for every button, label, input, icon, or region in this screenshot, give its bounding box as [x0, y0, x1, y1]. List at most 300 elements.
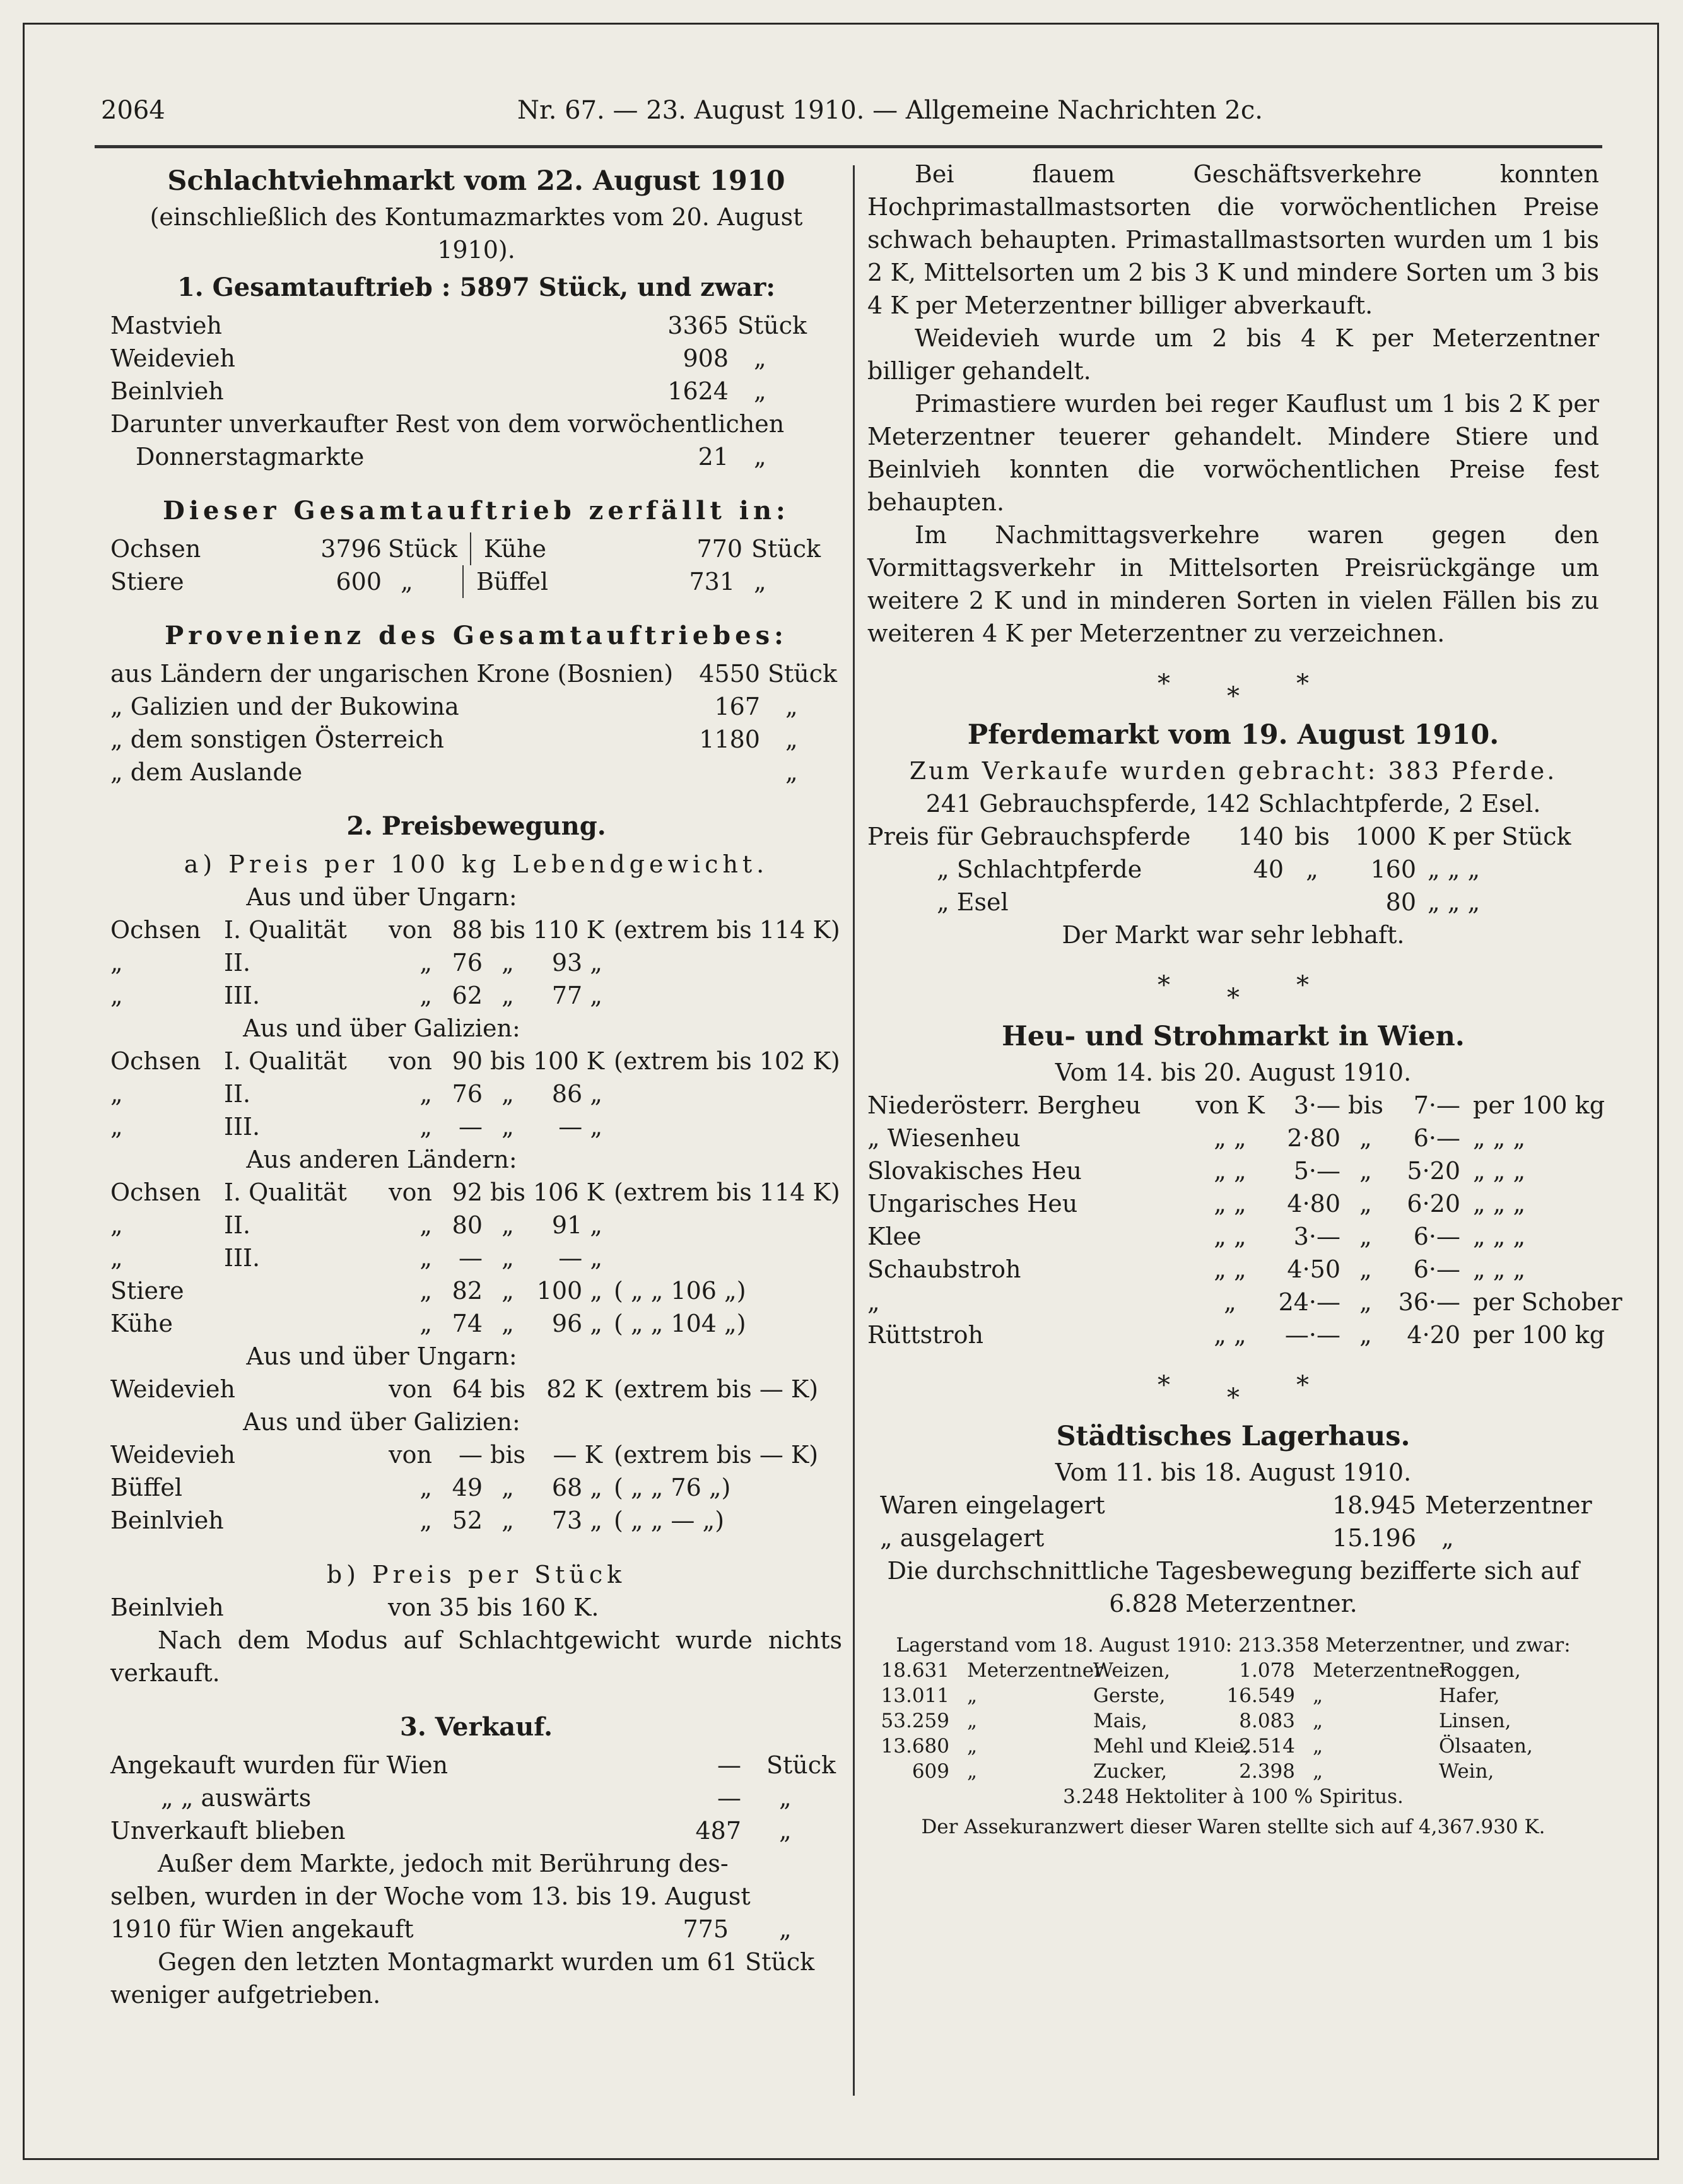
item-label: „ Galizien und der Bukowina — [110, 693, 459, 720]
ungarn-price-table — [110, 913, 842, 1012]
table-cell: 13.011 — [881, 1684, 949, 1707]
table-cell: 5·20 — [1407, 1157, 1460, 1185]
table-cell: „ — [110, 1211, 123, 1239]
weide-ungarn-heading: Aus und über Ungarn: — [246, 1342, 517, 1370]
table-cell: 3·— — [1293, 1091, 1340, 1119]
table-cell: Büffel — [110, 1474, 183, 1501]
table-cell: von K — [1195, 1091, 1265, 1119]
table-cell: (extrem bis — K) — [614, 1375, 819, 1403]
table-cell: K per Stück — [1428, 823, 1571, 850]
galizien-price-table — [110, 1045, 842, 1143]
table-cell: „ — [501, 949, 514, 977]
table-cell: 6·20 — [1407, 1190, 1460, 1218]
table-cell: 40 — [1253, 855, 1284, 883]
item-label: Unverkauft blieben — [110, 1817, 346, 1845]
tagesbewegung-line: 6.828 Meterzentner. — [1109, 1590, 1358, 1617]
item-value: 15.196 — [1332, 1524, 1416, 1552]
table-cell: 88 — [452, 916, 483, 944]
table-row — [867, 853, 1599, 886]
table-cell: 3·— — [1293, 1223, 1340, 1250]
table-cell: 49 — [452, 1474, 483, 1501]
table-cell: bis — [490, 916, 525, 944]
section-divider-stars: * * * — [1158, 669, 1309, 711]
item-label: 1910 für Wien angekauft — [110, 1915, 414, 1943]
item-value: 18.945 — [1332, 1491, 1416, 1519]
table-cell: II. — [224, 949, 251, 977]
item-unit: „ — [1441, 1524, 1454, 1552]
table-cell: „ — [501, 1244, 514, 1272]
market-report-paragraph: Primastiere wurden bei reger Kauflust um 1 bis 2 K per Meterzentner teuerer gehandelt. Mindere Stiere und Beinlvieh konnten die vorwöchentlichen Preise fest behaupten. — [867, 390, 1599, 516]
table-cell: „ „ — [1214, 1255, 1246, 1283]
table-cell: „ „ — [1214, 1190, 1246, 1218]
table-cell: von — [389, 916, 432, 944]
table-cell: 4·80 — [1287, 1190, 1340, 1218]
table-row — [110, 1373, 842, 1406]
pferdemarkt-title: Pferdemarkt vom 19. August 1910. — [967, 719, 1499, 751]
table-cell: III. — [224, 1113, 261, 1141]
table-row — [110, 1110, 842, 1143]
table-cell: 110 K — [533, 916, 604, 944]
table-cell: — — [459, 1441, 483, 1469]
table-cell: „ — [110, 1113, 123, 1141]
item-value: 3365 — [667, 312, 729, 339]
table-cell: Niederösterr. Bergheu — [867, 1091, 1141, 1119]
item-unit: „ — [754, 344, 766, 372]
item-unit: Stück — [766, 1751, 836, 1779]
list-item — [110, 375, 842, 408]
table-cell: Weidevieh — [110, 1441, 235, 1469]
table-cell: „ — [419, 1474, 432, 1501]
table-cell: 6·— — [1413, 1255, 1460, 1283]
table-cell: 77 „ — [551, 982, 602, 1009]
lagerhaus-subtitle: Vom 11. bis 18. August 1910. — [1055, 1459, 1412, 1486]
verkauf-list — [110, 1749, 842, 1847]
table-row — [867, 886, 1599, 919]
table-cell: „ — [110, 1080, 123, 1108]
table-cell: 82 K — [546, 1375, 602, 1403]
preisbewegung-title: 2. Preisbewegung. — [346, 811, 606, 841]
preis-stueck-title: b) Preis per Stück — [326, 1561, 626, 1588]
lagerstand-line: Lagerstand vom 18. August 1910: 213.358 Meterzentner, und zwar: — [896, 1634, 1571, 1657]
table-cell: „ — [501, 1277, 514, 1305]
table-cell: Ochsen — [110, 1178, 201, 1206]
table-cell: Mehl und Kleie, — [1093, 1735, 1250, 1758]
running-title: Nr. 67. — 23. August 1910. — Allgemeine Nachrichten 2c. — [517, 96, 1263, 125]
cell: Büffel — [476, 568, 549, 596]
pferde-price-table — [867, 820, 1599, 919]
table-cell: „ — [967, 1760, 978, 1783]
cell: 3796 — [320, 535, 382, 563]
table-cell: — — [459, 1113, 483, 1141]
table-cell: „ — [419, 1244, 432, 1272]
table-cell: bis — [1294, 823, 1330, 850]
table-cell: 76 — [452, 949, 483, 977]
item-value: 1624 — [667, 377, 729, 405]
table-cell: 2.514 — [1239, 1735, 1295, 1758]
table-cell: 62 — [452, 982, 483, 1009]
table-cell: II. — [224, 1211, 251, 1239]
table-cell: 73 „ — [551, 1506, 602, 1534]
table-cell: 91 „ — [551, 1211, 602, 1239]
item-value: — — [717, 1784, 741, 1812]
table-row — [110, 1242, 842, 1274]
item-label: „ „ auswärts — [161, 1784, 312, 1812]
weide-galizien-price-table — [110, 1438, 842, 1537]
table-row — [110, 1274, 842, 1307]
table-cell: 16.549 — [1226, 1684, 1295, 1707]
item-unit: „ — [754, 443, 766, 471]
table-cell: Ochsen — [110, 1047, 201, 1075]
lagerstand-table — [880, 1658, 1599, 1784]
table-cell: 100 K — [533, 1047, 604, 1075]
table-cell: „ — [1313, 1760, 1323, 1783]
table-cell: per Schober — [1473, 1288, 1622, 1316]
item-unit: „ — [779, 1915, 792, 1943]
table-cell: 76 — [452, 1080, 483, 1108]
list-item — [110, 342, 842, 375]
table-row — [880, 1734, 1599, 1759]
list-item — [110, 1782, 842, 1814]
table-cell: 92 — [452, 1178, 483, 1206]
market-report-paragraph: Weidevieh wurde um 2 bis 4 K per Meterzentner billiger gehandelt. — [867, 324, 1599, 385]
item-unit: Meterzentner — [1425, 1491, 1592, 1519]
item-label: „ dem Auslande — [110, 758, 303, 786]
table-row — [880, 1759, 1599, 1784]
table-cell: von — [389, 1178, 432, 1206]
table-cell: bis — [1348, 1091, 1383, 1119]
table-cell: 96 „ — [551, 1310, 602, 1337]
table-row — [110, 1307, 842, 1340]
table-cell: III. — [224, 982, 261, 1009]
table-cell: III. — [224, 1244, 261, 1272]
table-cell: Ölsaaten, — [1439, 1735, 1533, 1758]
zerfaellt-title: Dieser Gesamtauftrieb zerfällt in: — [163, 496, 790, 525]
preis-100kg-title: a) Preis per 100 kg Lebendgewicht. — [184, 850, 769, 878]
zerfaellt-table — [110, 532, 842, 598]
table-cell: (extrem bis — K) — [614, 1441, 819, 1469]
cell: Kühe — [484, 535, 546, 563]
table-cell: „ — [501, 982, 514, 1009]
table-cell: Klee — [867, 1223, 922, 1250]
table-cell: 4·20 — [1407, 1321, 1460, 1349]
table-cell: 53.259 — [881, 1710, 949, 1732]
list-item — [110, 1749, 842, 1782]
table-cell: „ — [1313, 1735, 1323, 1758]
assekuranz-line: Der Assekuranzwert dieser Waren stellte sich auf 4,367.930 K. — [921, 1816, 1545, 1838]
table-cell: Ungarisches Heu — [867, 1190, 1078, 1218]
table-cell: „ — [419, 1113, 432, 1141]
pferdemarkt-note: Der Markt war sehr lebhaft. — [1062, 921, 1405, 949]
list-item — [867, 1489, 1599, 1522]
table-cell: Linsen, — [1439, 1710, 1511, 1732]
item-unit: „ — [785, 725, 798, 753]
table-row — [867, 1122, 1599, 1154]
table-cell: „ — [1359, 1124, 1372, 1152]
item-label: Angekauft wurden für Wien — [110, 1751, 449, 1779]
table-cell: (extrem bis 114 K) — [614, 1178, 840, 1206]
table-cell: Wein, — [1439, 1760, 1494, 1783]
table-cell: 1000 — [1355, 823, 1416, 850]
cell: „ — [382, 565, 464, 598]
table-cell: Slovakisches Heu — [867, 1157, 1082, 1185]
table-cell: Roggen, — [1439, 1659, 1521, 1682]
table-cell: „ — [501, 1474, 514, 1501]
table-cell: 68 „ — [551, 1474, 602, 1501]
table-cell: „ „ „ — [1473, 1223, 1526, 1250]
table-cell: 7·— — [1413, 1091, 1460, 1119]
table-cell: 100 „ — [536, 1277, 602, 1305]
list-item — [110, 657, 842, 690]
table-row — [110, 1438, 842, 1471]
list-item — [110, 723, 842, 756]
table-cell: „ „ — [1214, 1157, 1246, 1185]
table-cell: Ochsen — [110, 916, 201, 944]
rest-line: Darunter unverkaufter Rest von dem vorwöchentlichen — [110, 410, 785, 438]
list-item — [867, 1522, 1599, 1554]
cell: 770 — [696, 535, 742, 563]
item-value: 908 — [683, 344, 729, 372]
item-unit: „ — [779, 1784, 792, 1812]
table-cell: 24·— — [1278, 1288, 1340, 1316]
table-cell: „ — [1224, 1288, 1236, 1316]
list-item — [110, 690, 842, 723]
table-cell: per 100 kg — [1473, 1091, 1605, 1119]
item-unit: Stück — [768, 660, 838, 688]
table-cell: „ — [1359, 1190, 1372, 1218]
heu-price-table — [867, 1089, 1622, 1351]
header-rule — [95, 145, 1602, 148]
table-cell: — K — [553, 1441, 602, 1469]
cell: „ — [754, 568, 766, 596]
table-cell: „ — [419, 1310, 432, 1337]
table-cell: „ — [501, 1506, 514, 1534]
cell: Stück — [751, 535, 821, 563]
table-cell: 52 — [452, 1506, 483, 1534]
table-row — [880, 1708, 1599, 1734]
table-cell: „ „ „ — [1473, 1124, 1526, 1152]
table-cell: „ — [967, 1684, 978, 1707]
table-cell: 74 — [452, 1310, 483, 1337]
item-unit: „ — [754, 377, 766, 405]
left-column — [110, 158, 842, 2011]
table-cell: „ „ „ — [1428, 855, 1481, 883]
gesamtauftrieb-title: 1. Gesamtauftrieb : 5897 Stück, und zwar: — [177, 273, 776, 302]
table-cell: bis — [490, 1047, 525, 1075]
item-label: „ ausgelagert — [880, 1524, 1045, 1552]
item-unit: Stück — [737, 312, 807, 339]
item-value: 21 — [698, 443, 729, 471]
table-cell: 86 „ — [551, 1080, 602, 1108]
gegen-line: Gegen den letzten Montagmarkt wurden um 61 Stück — [158, 1948, 815, 1976]
table-cell: Weidevieh — [110, 1375, 235, 1403]
item-label: Waren eingelagert — [880, 1491, 1105, 1519]
table-cell: „ Schlachtpferde — [937, 855, 1142, 883]
table-row — [110, 1077, 842, 1110]
beinl-price: von 35 bis 160 K. — [388, 1594, 599, 1621]
item-value: 4550 — [699, 660, 760, 688]
item-unit: „ — [779, 1817, 792, 1845]
column-rule — [853, 165, 855, 2096]
table-cell: — „ — [558, 1113, 602, 1141]
table-cell: bis — [490, 1178, 525, 1206]
galizien-heading: Aus und über Galizien: — [243, 1014, 520, 1042]
market-report-paragraph: Bei flauem Geschäftsverkehre konnten Hochprimastallmastsorten die vorwöchentlichen Preise schwach behaupten. Primastallmastsorten wurden um 1 bis 2 K, Mittelsorten um 2 bis 3 K und mindere Sorten um 3 bis 4 K per Meterzentner billiger abverkauft. — [867, 160, 1599, 319]
item-value: 775 — [683, 1915, 729, 1943]
market-report-paragraph: Im Nachmittagsverkehre waren gegen den Vormittagsverkehr in Mittelsorten Preisrückgänge um weitere 2 K und in minderen Sorten in vielen Fällen bis zu weiteren 4 K per Meterzentner zu verzeichnen. — [867, 521, 1599, 647]
spiritus-line: 3.248 Hektoliter à 100 % Spiritus. — [1063, 1785, 1404, 1808]
table-row — [867, 1220, 1599, 1253]
table-row — [867, 820, 1599, 853]
item-value: 487 — [695, 1817, 741, 1845]
table-cell: ( „ „ 106 „) — [614, 1277, 746, 1305]
item-label: Beinlvieh — [110, 377, 224, 405]
table-cell: Schaubstroh — [867, 1255, 1021, 1283]
table-cell: 80 — [1385, 888, 1416, 916]
table-cell: „ — [1359, 1255, 1372, 1283]
table-cell: I. Qualität — [224, 916, 347, 944]
section-divider-stars: * * * — [1158, 1371, 1309, 1412]
table-cell: Zucker, — [1093, 1760, 1168, 1783]
modus-note: Nach dem Modus auf Schlachtgewicht wurde nichts verkauft. — [110, 1626, 842, 1687]
table-row — [110, 1045, 842, 1077]
section-divider-stars: * * * — [1158, 971, 1309, 1013]
pferdemarkt-line: Zum Verkaufe wurden gebracht: 383 Pferde. — [909, 757, 1557, 785]
table-row — [867, 1286, 1622, 1318]
cell: 600 — [336, 568, 382, 596]
tagesbewegung-line: Die durchschnittliche Tagesbewegung bezifferte sich auf — [887, 1557, 1580, 1585]
table-cell: „ — [1359, 1321, 1372, 1349]
pferdemarkt-line: 241 Gebrauchspferde, 142 Schlachtpferde, 2 Esel. — [925, 790, 1541, 818]
list-item — [110, 440, 842, 473]
table-cell: — „ — [558, 1244, 602, 1272]
table-cell: 2·80 — [1287, 1124, 1340, 1152]
table-cell: bis — [490, 1441, 525, 1469]
table-cell: „ „ „ — [1473, 1190, 1526, 1218]
table-cell: „ „ — [1214, 1124, 1246, 1152]
table-cell: „ — [1306, 855, 1318, 883]
table-cell: Rüttstroh — [867, 1321, 983, 1349]
table-row — [110, 1209, 842, 1242]
table-cell: „ — [1313, 1710, 1323, 1732]
table-cell: (extrem bis 102 K) — [614, 1047, 840, 1075]
table-cell: „ — [1313, 1684, 1323, 1707]
table-cell: 82 — [452, 1277, 483, 1305]
weide-ungarn-price-table — [110, 1373, 842, 1406]
table-cell: 18.631 — [881, 1659, 949, 1682]
provenienz-title: Provenienz des Gesamtauftriebes: — [165, 621, 788, 650]
table-cell: ( „ „ 76 „) — [614, 1474, 731, 1501]
table-cell: 93 „ — [551, 949, 602, 977]
table-cell: „ — [1359, 1157, 1372, 1185]
table-cell: 140 — [1238, 823, 1284, 850]
table-row — [880, 1683, 1599, 1708]
table-cell: „ — [419, 1506, 432, 1534]
table-cell: I. Qualität — [224, 1178, 347, 1206]
heu-stroh-subtitle: Vom 14. bis 20. August 1910. — [1055, 1059, 1412, 1086]
table-cell: Hafer, — [1439, 1684, 1500, 1707]
table-cell: II. — [224, 1080, 251, 1108]
table-row — [867, 1253, 1599, 1286]
cell: Stiere — [110, 568, 184, 596]
andere-price-table — [110, 1176, 842, 1340]
ungarn-heading: Aus und über Ungarn: — [246, 883, 517, 911]
auftrieb-list — [110, 309, 842, 473]
table-cell: 609 — [912, 1760, 949, 1783]
table-cell: 80 — [452, 1211, 483, 1239]
list-item — [110, 309, 842, 342]
list-item — [110, 1814, 842, 1847]
table-cell: 90 — [452, 1047, 483, 1075]
table-cell: bis — [490, 1375, 525, 1403]
table-cell: „ — [501, 1113, 514, 1141]
table-cell: „ — [967, 1710, 978, 1732]
table-cell: 13.680 — [881, 1735, 949, 1758]
table-cell: „ — [419, 1080, 432, 1108]
table-cell: „ „ „ — [1428, 888, 1481, 916]
table-row — [867, 1318, 1605, 1351]
table-row — [110, 565, 842, 598]
table-cell: von — [389, 1047, 432, 1075]
table-row — [867, 1089, 1605, 1122]
item-label: Weidevieh — [110, 344, 235, 372]
ausser-line: Außer dem Markte, jedoch mit Berührung des- — [158, 1850, 729, 1877]
schlachtviehmarkt-title: Schlachtviehmarkt vom 22. August 1910 — [167, 165, 785, 197]
item-value: 1180 — [699, 725, 760, 753]
item-value: — — [717, 1751, 741, 1779]
lagerhaus-title: Städtisches Lagerhaus. — [1056, 1421, 1410, 1452]
table-cell: 36·— — [1398, 1288, 1460, 1316]
table-cell: von — [389, 1441, 432, 1469]
item-unit: „ — [785, 758, 798, 786]
table-row — [867, 1187, 1599, 1220]
table-cell: 5·— — [1293, 1157, 1340, 1185]
table-cell: „ — [867, 1288, 880, 1316]
heu-stroh-title: Heu- und Strohmarkt in Wien. — [1002, 1021, 1465, 1052]
list-item — [110, 756, 842, 789]
table-cell: „ — [110, 1244, 123, 1272]
table-cell: (extrem bis 114 K) — [614, 916, 840, 944]
table-cell: 160 — [1370, 855, 1416, 883]
table-cell: Preis : — [867, 823, 945, 850]
right-column — [867, 158, 1622, 1840]
table-cell: „ — [419, 1211, 432, 1239]
table-cell: „ — [501, 1310, 514, 1337]
table-cell: „ — [419, 949, 432, 977]
table-cell: Kühe — [110, 1310, 173, 1337]
cell: Stück — [382, 532, 471, 565]
page-number: 2064 — [101, 96, 165, 125]
table-cell: für Gebrauchspferde — [937, 823, 1191, 850]
table-row — [110, 946, 842, 979]
cell: 731 — [689, 568, 735, 596]
table-cell: 6·— — [1413, 1223, 1460, 1250]
table-cell: 2.398 — [1239, 1760, 1295, 1783]
table-cell: von — [389, 1375, 432, 1403]
table-cell: Gerste, — [1093, 1684, 1166, 1707]
andere-heading: Aus anderen Ländern: — [246, 1146, 517, 1173]
beinl-label: Beinlvieh — [110, 1594, 224, 1621]
table-cell: 4·50 — [1287, 1255, 1340, 1283]
table-cell: per 100 kg — [1473, 1321, 1605, 1349]
item-label: aus Ländern der ungarischen Krone (Bosnien) — [110, 660, 674, 688]
table-cell: „ — [419, 1277, 432, 1305]
table-cell: Stiere — [110, 1277, 184, 1305]
schlachtviehmarkt-subtitle: (einschließlich des Kontumazmarktes vom 20. August 1910). — [150, 203, 803, 264]
table-cell: 106 K — [533, 1178, 604, 1206]
table-cell: Meterzentner — [1313, 1659, 1449, 1682]
table-row — [110, 1176, 842, 1209]
table-cell: „ — [501, 1211, 514, 1239]
